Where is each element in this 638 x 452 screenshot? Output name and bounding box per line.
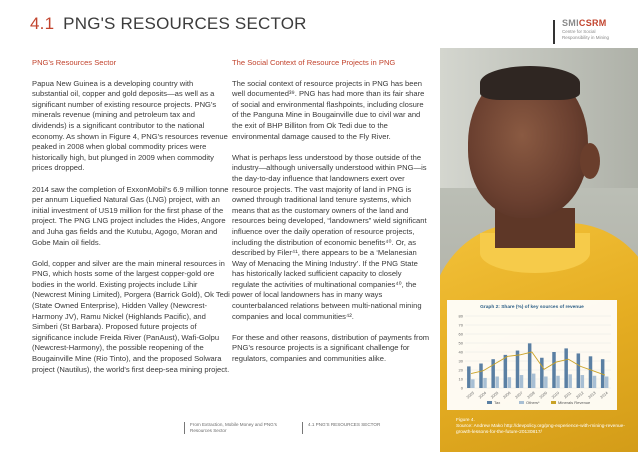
y-tick-label: 10 <box>458 376 463 382</box>
right-column <box>232 58 430 375</box>
logo-divider <box>553 20 555 44</box>
paragraph: The social context of resource projects in PNG has been well documented³⁹. PNG has had more than its fair share of social and environmental flashpoints, including closure of the Panguna Mine in Bougainville due to civil war and the exit of BHP Billiton from Ok Tedi due to the environmental damage caused to the Fly River. <box>232 78 425 141</box>
bar-others <box>556 376 560 388</box>
minerals-revenue-line <box>471 352 605 375</box>
bar-others <box>568 374 572 388</box>
legend-label: Tax <box>494 400 501 405</box>
y-tick-label: 70 <box>458 322 463 328</box>
x-tick-label: 2006 <box>502 390 512 400</box>
legend-swatch <box>519 401 524 404</box>
x-tick-label: 2005 <box>490 390 500 400</box>
bar-others <box>520 375 524 388</box>
bar-tax <box>540 358 544 388</box>
paragraph: What is perhaps less understood by those outside of the industry—although universally understood within PNG—is the day-to-day influence that landowners exert over resource projects. The vast majority of land in PNG is owned through traditional land tenure systems, which means that as the customary owners of the land and resources being developed, “landowners” wield significant influence over the daily operation of resource projects, including the distribution of economic benefits⁴⁰. Or, as described by Filer⁴¹, there appears to be a ‘Melanesian Way of Menacing the Mining Industry’. If the PNG State has historically lacked sufficient capacity to closely regulate the activities of multinational companies⁴⁰, the power of local landowners has in many ways counterbalanced relations between multi-national mining companies and local communities⁴². <box>232 152 427 321</box>
paragraph: 2014 saw the completion of ExxonMobil's 6.9 million tonne per annum Liquefied Natural Gas (LNG) project, with an initial investment of US19 million for the first phase of the project. The PNG LNG project includes the Hides, Angore and Juha gas fields and the Kutubu, Agogo, Moran and Gobe Main oil fields. <box>32 184 229 247</box>
x-tick-label: 2007 <box>514 390 524 400</box>
x-tick-label: 2014 <box>599 390 609 400</box>
section-title: PNG'S RESOURCES SECTOR <box>63 14 307 33</box>
y-tick-label: 50 <box>458 340 463 346</box>
x-tick-label: 2009 <box>538 390 548 400</box>
legend-label: Others* <box>526 400 540 405</box>
x-tick-label: 2013 <box>587 390 597 400</box>
smi-csrm-logo <box>562 18 622 40</box>
bar-others <box>532 374 536 388</box>
footer-right <box>308 422 408 428</box>
graph-canvas <box>447 300 617 410</box>
bar-others <box>495 376 499 388</box>
left-column <box>32 58 230 386</box>
footer-divider <box>184 422 185 434</box>
bar-tax <box>479 364 483 388</box>
legend-label: Minerals Revenue <box>558 400 591 405</box>
figure-caption <box>456 418 628 436</box>
x-tick-label: 2004 <box>478 390 488 400</box>
caption-text: Source: Andrew Mako http://devpolicy.org/png-experience-with-mining-revenue-growth-lessons-for-the-future-20130817/ <box>456 424 625 435</box>
footer-left <box>190 422 300 434</box>
bar-others <box>581 375 585 388</box>
x-tick-label: 2012 <box>575 390 585 400</box>
footer-right-text: 4.1 PNG'S RESOURCES SECTOR <box>308 422 381 427</box>
right-column-heading: The Social Context of Resource Projects in PNG <box>232 58 396 67</box>
bar-tax <box>589 356 593 388</box>
revenue-share-graph <box>447 300 617 410</box>
x-tick-label: 2011 <box>563 391 573 400</box>
bar-others <box>483 378 487 388</box>
bar-tax <box>528 343 532 388</box>
footer-left-text: From Extraction, Mobile Money and PNG's Resources Sector <box>190 422 277 433</box>
bar-tax <box>467 366 471 388</box>
graph-title: Graph 2: Share (%) of key sources of revenue <box>480 305 584 310</box>
hair <box>480 66 580 100</box>
bar-others <box>593 376 597 388</box>
bar-others <box>471 379 475 388</box>
y-tick-label: 40 <box>458 349 463 355</box>
x-tick-label: 2008 <box>526 390 536 400</box>
bar-others <box>544 376 548 388</box>
x-tick-label: 2010 <box>551 390 561 400</box>
bar-others <box>508 377 511 388</box>
bar-others <box>605 376 609 388</box>
logo-brand-a: SMI <box>562 18 579 28</box>
paragraph: Papua New Guinea is a developing country with substantial oil, copper and gold deposits—as well as a significant number of existing resource projects. PNG's minerals revenue (mining and petroleum tax and dividends) is a significant contributor to the national economy. As shown in Figure 4, PNG's resources revenue peaked in 2008 when global commodity prices were historically high, but plunged in 2009 when commodity prices dropped. <box>32 78 228 173</box>
legend-swatch <box>551 401 556 404</box>
logo-name <box>562 18 622 28</box>
ear <box>580 143 600 179</box>
y-tick-label: 30 <box>458 358 463 364</box>
x-tick-label: 2003 <box>465 390 475 400</box>
logo-brand-b: CSRM <box>578 18 607 28</box>
paragraph: Gold, copper and silver are the main mineral resources in PNG, which hosts some of the largest copper-gold ore bodies in the world. Existing projects include Lihir (Newcrest Mining Limited), Porgera (Barrick Gold), Ok Tedi (State Owned Enterprise), Hidden Valley (Newcrest-Harmony JV), Ramu Nickel (Highlands Pacific), and Simberi (St Barbara). Proposed future projects of significance include Freida River (PanAust), Wafi-Golpu (Newcrest-Harmony), the possible reopening of the Bougainville Mine (Rio Tinto), and the proposed Solwara project (Nautilus), the world's first deep-sea mining project. <box>32 258 230 374</box>
bar-tax <box>552 352 556 388</box>
y-tick-label: 0 <box>460 385 463 391</box>
footer-divider <box>302 422 303 434</box>
logo-subtitle: Centre for Social Responsibility in Mining <box>562 29 610 40</box>
bar-tax <box>564 348 568 388</box>
left-column-heading: PNG's Resources Sector <box>32 58 117 67</box>
bar-tax <box>516 351 520 388</box>
y-tick-label: 80 <box>458 313 463 319</box>
bar-tax <box>491 359 495 388</box>
legend-swatch <box>487 401 492 404</box>
paragraph: For these and other reasons, distribution of payments from PNG's resource projects is a significant challenge for regulators, companies and communities alike. <box>232 332 430 364</box>
y-tick-label: 60 <box>458 331 463 337</box>
caption-label: Figure 4. <box>456 418 475 423</box>
bar-tax <box>577 353 581 388</box>
page-title <box>30 14 307 34</box>
y-tick-label: 20 <box>458 367 463 373</box>
bar-tax <box>504 355 508 388</box>
section-number: 4.1 <box>30 14 55 33</box>
